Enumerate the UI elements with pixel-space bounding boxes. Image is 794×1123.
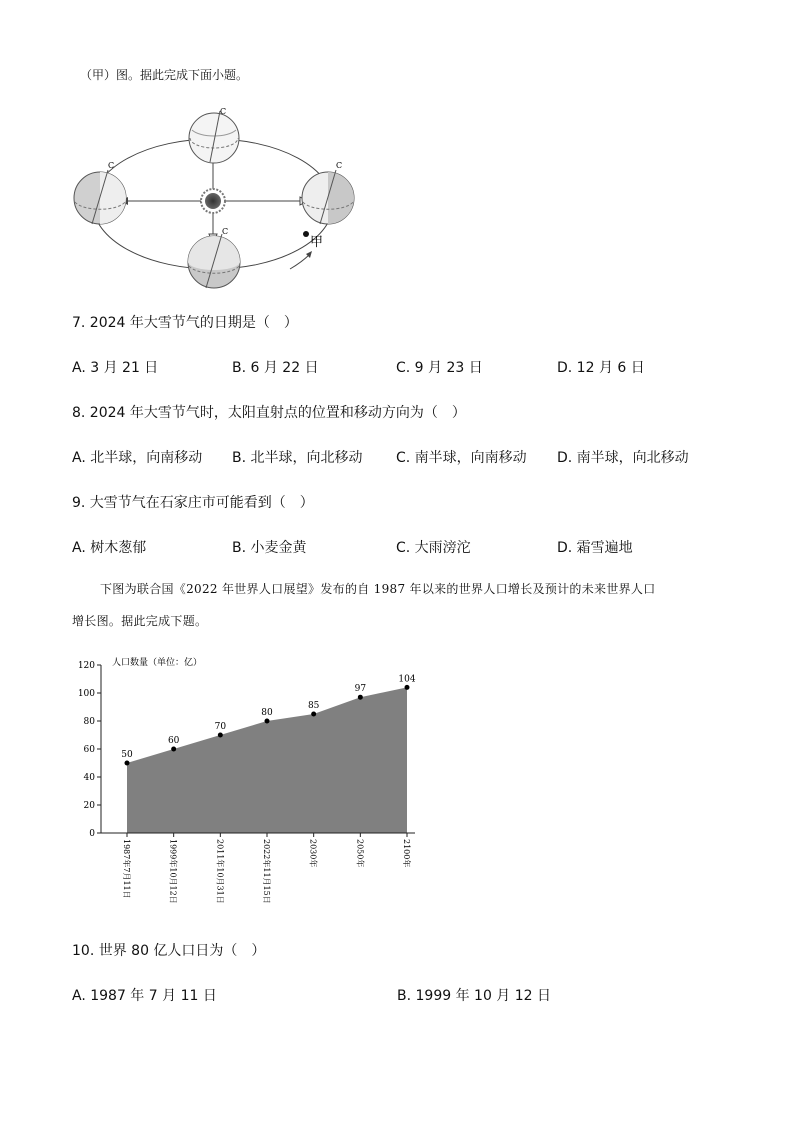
y-tick-label: 0 (89, 829, 95, 839)
q7-stem: 7. 2024 年大雪节气的日期是（ ） (72, 315, 298, 331)
data-label: 60 (167, 736, 180, 746)
orbit-diagram (70, 104, 370, 304)
sun-icon (201, 189, 225, 213)
q10-option-b[interactable]: B. 1999 年 10 月 12 日 (397, 988, 552, 1004)
q7-option-a[interactable]: A. 3 月 21 日 (72, 360, 159, 376)
svg-text:C: C (220, 107, 227, 116)
data-point (405, 685, 410, 690)
data-point (358, 695, 363, 700)
q7-option-b[interactable]: B. 6 月 22 日 (232, 360, 319, 376)
q9-option-c[interactable]: C. 大雨滂沱 (396, 540, 471, 556)
data-label: 50 (121, 750, 133, 760)
point-jia (303, 231, 309, 237)
data-point (171, 747, 176, 752)
q9-option-a[interactable]: A. 树木葱郁 (72, 540, 147, 556)
y-tick-label: 40 (83, 773, 95, 783)
data-point (125, 761, 130, 766)
y-tick-label: 80 (83, 717, 95, 727)
x-tick-label: 2030年 (308, 839, 318, 868)
q8-option-a[interactable]: A. 北半球，向南移动 (72, 450, 203, 466)
data-label: 85 (307, 701, 320, 711)
x-tick-label: 2011年10月31日 (215, 839, 225, 904)
x-tick-label: 1987年7月11日 (122, 839, 131, 899)
data-point (265, 719, 270, 724)
data-label: 70 (214, 722, 227, 732)
y-tick-label: 120 (77, 661, 95, 671)
svg-text:C: C (108, 161, 115, 170)
data-point (218, 733, 223, 738)
svg-text:C: C (336, 161, 343, 170)
x-tick-label: 2100年 (402, 839, 411, 868)
passage-line-1: 下图为联合国《2022 年世界人口展望》发布的自 1987 年以来的世界人口增长及预计的未来世界人口 (100, 582, 656, 596)
q8-option-d[interactable]: D. 南半球，向北移动 (557, 450, 689, 466)
svg-text:C: C (222, 227, 229, 236)
q10-stem: 10. 世界 80 亿人口日为（ ） (72, 943, 266, 959)
q8-option-c[interactable]: C. 南半球，向南移动 (396, 450, 527, 466)
q9-option-b[interactable]: B. 小麦金黄 (232, 540, 307, 556)
x-tick-label: 1999年10月12日 (168, 839, 178, 904)
y-axis-label: 人口数量（单位：亿） (112, 658, 203, 668)
q8-option-b[interactable]: B. 北半球，向北移动 (232, 450, 363, 466)
intro-tail: （甲）图。据此完成下面小题。 (80, 68, 249, 82)
population-chart (70, 650, 430, 920)
q7-option-c[interactable]: C. 9 月 23 日 (396, 360, 483, 376)
passage-line-2: 增长图。据此完成下题。 (72, 614, 208, 628)
q8-stem: 8. 2024 年大雪节气时，太阳直射点的位置和移动方向为（ ） (72, 405, 466, 421)
data-label: 104 (398, 674, 416, 685)
q7-option-d[interactable]: D. 12 月 6 日 (557, 360, 645, 376)
direction-arrow-icon (290, 254, 310, 269)
x-tick-label: 2022年11月15日 (262, 839, 271, 904)
q9-option-d[interactable]: D. 霜雪遍地 (557, 540, 633, 556)
q9-stem: 9. 大雪节气在石家庄市可能看到（ ） (72, 495, 314, 511)
earth-bottom-icon (188, 227, 240, 288)
y-tick-label: 100 (77, 689, 95, 699)
q10-option-a[interactable]: A. 1987 年 7 月 11 日 (72, 988, 217, 1004)
earth-left-icon (74, 161, 126, 224)
data-point (311, 712, 316, 717)
data-label: 80 (261, 708, 273, 718)
y-tick-label: 60 (83, 745, 95, 755)
data-label: 97 (354, 684, 367, 695)
earth-right-icon (302, 161, 354, 224)
earth-top-icon (189, 107, 239, 163)
x-tick-label: 2050年 (355, 839, 365, 868)
y-tick-label: 20 (83, 801, 95, 811)
label-jia: 甲 (310, 235, 324, 250)
